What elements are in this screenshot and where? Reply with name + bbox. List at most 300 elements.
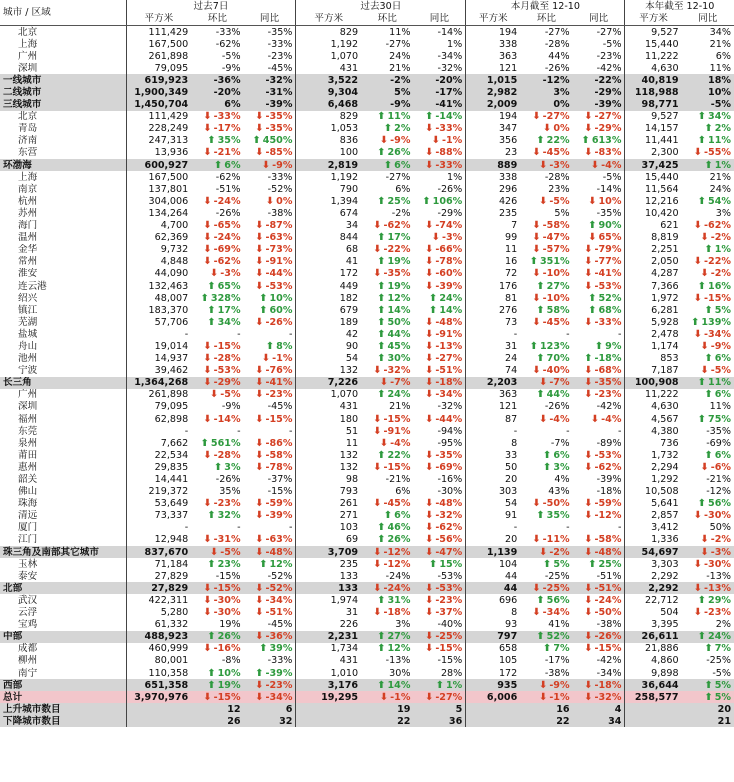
arrow-down-icon: ⬇ bbox=[538, 413, 548, 425]
change-cell: 23% bbox=[548, 183, 570, 195]
area-cell: 226 bbox=[296, 619, 361, 631]
change-cell bbox=[244, 582, 296, 594]
area-cell: 132,463 bbox=[126, 280, 191, 292]
change-value: 14% bbox=[387, 679, 411, 691]
change-cell bbox=[520, 232, 572, 244]
change-cell bbox=[244, 147, 296, 159]
arrow-up-icon: ⬆ bbox=[704, 389, 713, 401]
change-cell: -29% bbox=[437, 207, 463, 219]
arrow-up-icon: ⬆ bbox=[207, 558, 216, 570]
change-cell: -21% bbox=[385, 474, 411, 486]
footer-count bbox=[296, 703, 361, 715]
arrow-down-icon: ⬇ bbox=[255, 510, 264, 522]
arrow-up-icon: ⬆ bbox=[542, 449, 552, 461]
arrow-down-icon: ⬇ bbox=[693, 607, 703, 619]
arrow-down-icon: ⬇ bbox=[693, 582, 703, 594]
change-cell bbox=[573, 292, 625, 304]
change-cell bbox=[573, 546, 625, 558]
area-cell: 9,527 bbox=[625, 111, 682, 123]
arrow-up-icon: ⬆ bbox=[422, 195, 431, 207]
area-cell: 449 bbox=[296, 280, 361, 292]
table-row bbox=[0, 413, 734, 425]
summary-row bbox=[0, 377, 734, 389]
area-cell: 54 bbox=[466, 498, 520, 510]
city-name: 厦门 bbox=[18, 522, 38, 534]
arrow-down-icon: ⬇ bbox=[584, 594, 593, 606]
area-cell: 431 bbox=[296, 401, 361, 413]
arrow-down-icon: ⬇ bbox=[584, 123, 593, 135]
change-cell bbox=[413, 461, 465, 473]
area-cell: 9,732 bbox=[126, 244, 191, 256]
change-value: 22% bbox=[546, 135, 570, 147]
change-value: -7% bbox=[390, 377, 411, 389]
arrow-down-icon: ⬇ bbox=[373, 498, 382, 510]
arrow-up-icon: ⬆ bbox=[435, 679, 444, 691]
change-value: 26% bbox=[387, 534, 411, 546]
change-cell bbox=[682, 413, 734, 425]
area-cell: 261,898 bbox=[126, 389, 191, 401]
change-value: 17% bbox=[217, 304, 241, 316]
change-value: -32% bbox=[594, 691, 622, 703]
city-name: 泰安 bbox=[18, 570, 38, 582]
arrow-down-icon: ⬇ bbox=[700, 268, 709, 280]
arrow-up-icon: ⬆ bbox=[424, 111, 434, 123]
change-value: -18% bbox=[383, 607, 411, 619]
arrow-down-icon: ⬇ bbox=[424, 461, 434, 473]
change-value: -15% bbox=[213, 582, 241, 594]
footer-count bbox=[466, 703, 520, 715]
change-cell bbox=[244, 232, 296, 244]
area-cell: 189 bbox=[296, 316, 361, 328]
change-cell bbox=[682, 123, 734, 135]
change-cell bbox=[361, 292, 413, 304]
change-value: -4% bbox=[601, 159, 622, 171]
change-cell: 2% bbox=[715, 619, 731, 631]
change-cell bbox=[682, 135, 734, 147]
arrow-up-icon: ⬆ bbox=[697, 377, 707, 389]
change-value: -25% bbox=[542, 582, 570, 594]
change-cell: -35% bbox=[706, 425, 731, 437]
change-cell bbox=[244, 607, 296, 619]
arrow-down-icon: ⬇ bbox=[424, 340, 434, 352]
summary-row bbox=[0, 99, 734, 111]
area-cell: 2,819 bbox=[296, 159, 361, 171]
change-value: 17% bbox=[387, 232, 411, 244]
change-value: 26% bbox=[217, 631, 241, 643]
change-cell bbox=[413, 353, 465, 365]
area-cell: 3,176 bbox=[296, 679, 361, 691]
change-value: -53% bbox=[594, 449, 622, 461]
table-row bbox=[0, 461, 734, 473]
arrow-up-icon: ⬆ bbox=[704, 353, 713, 365]
arrow-down-icon: ⬇ bbox=[532, 232, 541, 244]
change-value: 45% bbox=[387, 340, 411, 352]
change-cell bbox=[191, 594, 243, 606]
change-cell bbox=[413, 631, 465, 643]
area-cell: 3,709 bbox=[296, 546, 361, 558]
arrow-down-icon: ⬇ bbox=[209, 268, 219, 280]
area-cell: 72 bbox=[466, 268, 520, 280]
arrow-down-icon: ⬇ bbox=[424, 268, 434, 280]
change-value: 0% bbox=[553, 123, 570, 135]
change-value: -60% bbox=[435, 268, 463, 280]
area-cell: 11,564 bbox=[625, 183, 682, 195]
change-cell bbox=[573, 582, 625, 594]
change-cell bbox=[682, 232, 734, 244]
change-cell: -26% bbox=[215, 474, 241, 486]
change-cell: -39% bbox=[596, 474, 622, 486]
area-cell: 356 bbox=[466, 135, 520, 147]
arrow-up-icon: ⬆ bbox=[697, 280, 707, 292]
arrow-down-icon: ⬇ bbox=[424, 631, 434, 643]
area-cell: 12,216 bbox=[625, 195, 682, 207]
arrow-down-icon: ⬇ bbox=[693, 220, 703, 232]
change-value: -24% bbox=[594, 594, 622, 606]
area-cell: 11,222 bbox=[625, 50, 682, 62]
arrow-down-icon: ⬇ bbox=[255, 123, 264, 135]
change-value: 15% bbox=[439, 558, 463, 570]
area-cell: 33 bbox=[466, 449, 520, 461]
area-cell: 100 bbox=[296, 147, 361, 159]
change-cell: -34% bbox=[437, 50, 463, 62]
area-cell: 20 bbox=[466, 473, 520, 485]
area-cell: 426 bbox=[466, 195, 520, 207]
change-value: -29% bbox=[594, 123, 622, 135]
change-value: -35% bbox=[435, 449, 463, 461]
change-value: -33% bbox=[435, 123, 463, 135]
change-value: 6% bbox=[394, 159, 411, 171]
change-value: -44% bbox=[265, 268, 293, 280]
area-cell: 829 bbox=[296, 111, 361, 123]
change-value: -15% bbox=[383, 413, 411, 425]
change-cell: -36% bbox=[191, 74, 243, 86]
change-cell bbox=[520, 123, 572, 135]
area-cell: 2,231 bbox=[296, 631, 361, 643]
change-value: -73% bbox=[265, 244, 293, 256]
footer-count: 22 bbox=[361, 715, 413, 727]
arrow-up-icon: ⬆ bbox=[428, 292, 438, 304]
area-cell: 363 bbox=[466, 389, 520, 401]
city-name: 金华 bbox=[18, 244, 38, 256]
arrow-down-icon: ⬇ bbox=[700, 365, 709, 377]
arrow-down-icon: ⬇ bbox=[203, 413, 212, 425]
area-cell: 2,203 bbox=[466, 377, 520, 389]
area-cell: 22,534 bbox=[126, 449, 191, 461]
area-cell: 31 bbox=[466, 340, 520, 352]
change-value: 68% bbox=[598, 304, 622, 316]
change-cell bbox=[520, 244, 572, 256]
area-cell: 44,090 bbox=[126, 268, 191, 280]
area-cell: 19,295 bbox=[296, 691, 361, 703]
change-cell: 1% bbox=[447, 171, 463, 183]
change-cell bbox=[413, 558, 465, 570]
change-value: -12% bbox=[383, 546, 411, 558]
area-cell: 2,478 bbox=[625, 328, 682, 340]
change-cell bbox=[413, 643, 465, 655]
table-row bbox=[0, 473, 734, 485]
change-value: 19% bbox=[387, 280, 411, 292]
footer-count: 21 bbox=[682, 715, 734, 727]
change-cell bbox=[573, 679, 625, 691]
change-value: 24% bbox=[387, 389, 411, 401]
change-cell bbox=[244, 546, 296, 558]
change-cell bbox=[191, 546, 243, 558]
change-value: -24% bbox=[213, 232, 241, 244]
arrow-down-icon: ⬇ bbox=[203, 195, 212, 207]
change-cell bbox=[191, 147, 243, 159]
change-cell: 43% bbox=[548, 486, 570, 498]
change-value: 14% bbox=[387, 304, 411, 316]
change-cell bbox=[191, 256, 243, 268]
arrow-up-icon: ⬆ bbox=[536, 280, 545, 292]
change-cell bbox=[413, 522, 465, 534]
change-value: -11% bbox=[542, 534, 570, 546]
arrow-down-icon: ⬇ bbox=[532, 607, 541, 619]
arrow-up-icon: ⬆ bbox=[690, 316, 700, 328]
arrow-down-icon: ⬇ bbox=[424, 353, 434, 365]
arrow-up-icon: ⬆ bbox=[594, 340, 604, 352]
change-cell bbox=[361, 510, 413, 522]
change-cell: -34% bbox=[596, 667, 622, 679]
area-cell: 1,292 bbox=[625, 473, 682, 485]
area-cell: 4,380 bbox=[625, 425, 682, 437]
area-cell: 54,697 bbox=[625, 546, 682, 558]
area-cell: 73,337 bbox=[126, 510, 191, 522]
area-cell: 11 bbox=[466, 244, 520, 256]
change-cell: -13% bbox=[706, 570, 731, 582]
area-cell: 271 bbox=[296, 510, 361, 522]
change-value: -5% bbox=[710, 365, 731, 377]
arrow-down-icon: ⬇ bbox=[373, 244, 382, 256]
arrow-down-icon: ⬇ bbox=[255, 594, 264, 606]
arrow-up-icon: ⬆ bbox=[207, 280, 216, 292]
area-cell: 27,829 bbox=[126, 582, 191, 594]
change-value: -24% bbox=[383, 582, 411, 594]
change-cell: 0% bbox=[520, 99, 572, 111]
change-cell: 24% bbox=[389, 50, 411, 62]
area-cell: 837,670 bbox=[126, 546, 191, 558]
area-cell: 1,972 bbox=[625, 292, 682, 304]
change-cell bbox=[682, 607, 734, 619]
change-cell bbox=[361, 377, 413, 389]
city-name: 北京 bbox=[18, 111, 38, 123]
change-cell bbox=[682, 510, 734, 522]
table-row bbox=[0, 135, 734, 147]
change-cell bbox=[520, 377, 572, 389]
area-cell: 2,251 bbox=[625, 244, 682, 256]
change-value: 12% bbox=[387, 643, 411, 655]
change-cell bbox=[573, 220, 625, 232]
arrow-up-icon: ⬆ bbox=[581, 135, 590, 147]
change-cell bbox=[520, 558, 572, 570]
change-cell bbox=[191, 365, 243, 377]
change-cell bbox=[520, 316, 572, 328]
area-cell: 296 bbox=[466, 183, 520, 195]
change-cell bbox=[573, 498, 625, 510]
arrow-up-icon: ⬆ bbox=[542, 558, 552, 570]
table-row bbox=[0, 594, 734, 606]
arrow-down-icon: ⬇ bbox=[203, 498, 212, 510]
area-cell: 182 bbox=[296, 292, 361, 304]
change-value: -62% bbox=[594, 461, 622, 473]
arrow-up-icon: ⬆ bbox=[377, 195, 386, 207]
area-cell: 219,372 bbox=[126, 486, 191, 498]
change-value: 22% bbox=[387, 449, 411, 461]
area-cell: 121 bbox=[466, 62, 520, 74]
change-cell bbox=[361, 111, 413, 123]
col-header: 环比 bbox=[361, 13, 413, 26]
area-cell: 1,974 bbox=[296, 594, 361, 606]
arrow-up-icon: ⬆ bbox=[536, 389, 545, 401]
arrow-down-icon: ⬇ bbox=[255, 679, 264, 691]
change-value: -23% bbox=[704, 607, 731, 619]
arrow-down-icon: ⬇ bbox=[373, 220, 382, 232]
area-cell: 488,923 bbox=[126, 631, 191, 643]
change-cell bbox=[191, 413, 243, 425]
change-cell: 10% bbox=[682, 86, 734, 98]
area-cell: 422,311 bbox=[126, 594, 191, 606]
table-row bbox=[0, 316, 734, 328]
arrow-down-icon: ⬇ bbox=[203, 377, 212, 389]
arrow-down-icon: ⬇ bbox=[584, 389, 593, 401]
change-value: 30% bbox=[387, 353, 411, 365]
arrow-down-icon: ⬇ bbox=[203, 643, 212, 655]
area-cell: 14,157 bbox=[625, 123, 682, 135]
change-cell: -9% bbox=[221, 62, 241, 74]
change-cell bbox=[520, 353, 572, 365]
change-value: -30% bbox=[213, 594, 241, 606]
change-value: -26% bbox=[265, 316, 293, 328]
area-cell: 105 bbox=[466, 655, 520, 667]
change-cell bbox=[191, 304, 243, 316]
change-cell bbox=[191, 437, 243, 449]
change-cell bbox=[520, 594, 572, 606]
change-cell bbox=[682, 631, 734, 643]
change-value: 44% bbox=[387, 328, 411, 340]
change-cell: 6% bbox=[395, 486, 411, 498]
change-cell: -42% bbox=[596, 401, 622, 413]
arrow-down-icon: ⬇ bbox=[203, 123, 212, 135]
change-value: 1% bbox=[445, 679, 463, 691]
change-value: 90% bbox=[598, 220, 622, 232]
change-cell bbox=[244, 280, 296, 292]
arrow-down-icon: ⬇ bbox=[424, 643, 434, 655]
change-value: -48% bbox=[435, 498, 463, 510]
footer-count bbox=[625, 715, 682, 727]
change-value: -62% bbox=[213, 256, 241, 268]
arrow-down-icon: ⬇ bbox=[693, 510, 703, 522]
arrow-up-icon: ⬆ bbox=[536, 631, 545, 643]
change-value: -30% bbox=[704, 558, 731, 570]
change-value: -51% bbox=[594, 582, 622, 594]
change-cell bbox=[361, 268, 413, 280]
city-name: 江门 bbox=[18, 534, 38, 546]
group-month-header: 本月截至 12-10 bbox=[466, 0, 625, 13]
change-value: 46% bbox=[387, 522, 411, 534]
change-value: -69% bbox=[435, 461, 463, 473]
arrow-down-icon: ⬇ bbox=[424, 377, 434, 389]
footer-count: 6 bbox=[244, 703, 296, 715]
table-row bbox=[0, 534, 734, 546]
area-cell: 889 bbox=[466, 159, 520, 171]
change-cell bbox=[573, 268, 625, 280]
table-row bbox=[0, 449, 734, 461]
change-cell: -29% bbox=[573, 86, 625, 98]
area-cell: 844 bbox=[296, 232, 361, 244]
city-name: 莆田 bbox=[18, 449, 38, 461]
arrow-up-icon: ⬆ bbox=[704, 304, 713, 316]
change-cell bbox=[413, 195, 465, 207]
change-value: -63% bbox=[265, 232, 293, 244]
summary-row bbox=[0, 159, 734, 171]
table-row bbox=[0, 256, 734, 268]
change-value: -15% bbox=[213, 340, 241, 352]
change-cell bbox=[413, 607, 465, 619]
change-cell bbox=[244, 643, 296, 655]
col-header: 同比 bbox=[244, 13, 296, 26]
area-cell: 100,908 bbox=[625, 377, 682, 389]
change-value: -50% bbox=[594, 607, 622, 619]
area-cell: 600,927 bbox=[126, 159, 191, 171]
area-cell: 132 bbox=[296, 365, 361, 377]
arrow-up-icon: ⬆ bbox=[377, 256, 386, 268]
area-cell: 20 bbox=[466, 534, 520, 546]
arrow-down-icon: ⬇ bbox=[700, 546, 709, 558]
change-value: 1% bbox=[714, 244, 731, 256]
change-value: -83% bbox=[594, 147, 622, 159]
change-value: 54% bbox=[708, 195, 731, 207]
arrow-down-icon: ⬇ bbox=[538, 159, 548, 171]
city-name: 连云港 bbox=[18, 280, 47, 292]
change-cell bbox=[361, 461, 413, 473]
area-cell: 1,900,349 bbox=[126, 86, 191, 98]
table-row bbox=[0, 195, 734, 207]
arrow-up-icon: ⬆ bbox=[377, 280, 386, 292]
area-cell: 338 bbox=[466, 171, 520, 183]
area-cell: 61,332 bbox=[126, 619, 191, 631]
arrow-down-icon: ⬇ bbox=[584, 607, 593, 619]
change-value: -91% bbox=[383, 425, 411, 437]
change-value: -26% bbox=[594, 631, 622, 643]
area-cell: 1,450,704 bbox=[126, 99, 191, 111]
change-cell bbox=[244, 534, 296, 546]
arrow-down-icon: ⬇ bbox=[584, 280, 593, 292]
change-cell bbox=[361, 558, 413, 570]
change-cell: -24% bbox=[385, 570, 411, 582]
arrow-down-icon: ⬇ bbox=[255, 268, 264, 280]
table-row bbox=[0, 353, 734, 365]
change-cell: -33% bbox=[267, 171, 293, 183]
change-cell bbox=[244, 340, 296, 352]
col-header: 环比 bbox=[191, 13, 243, 26]
change-cell: -26% bbox=[437, 183, 463, 195]
area-cell: 2,292 bbox=[625, 570, 682, 582]
arrow-down-icon: ⬇ bbox=[255, 607, 264, 619]
change-value: 6% bbox=[553, 449, 570, 461]
arrow-down-icon: ⬇ bbox=[209, 389, 219, 401]
footer-count: 26 bbox=[191, 715, 243, 727]
arrow-down-icon: ⬇ bbox=[379, 377, 389, 389]
change-cell bbox=[413, 328, 465, 340]
area-cell: 3,522 bbox=[296, 74, 361, 86]
change-cell bbox=[682, 328, 734, 340]
change-cell: -13% bbox=[385, 655, 411, 667]
city-name: 清远 bbox=[18, 510, 38, 522]
arrow-up-icon: ⬆ bbox=[377, 522, 386, 534]
change-cell: 35% bbox=[219, 486, 241, 498]
arrow-down-icon: ⬇ bbox=[538, 195, 548, 207]
change-cell bbox=[520, 389, 572, 401]
